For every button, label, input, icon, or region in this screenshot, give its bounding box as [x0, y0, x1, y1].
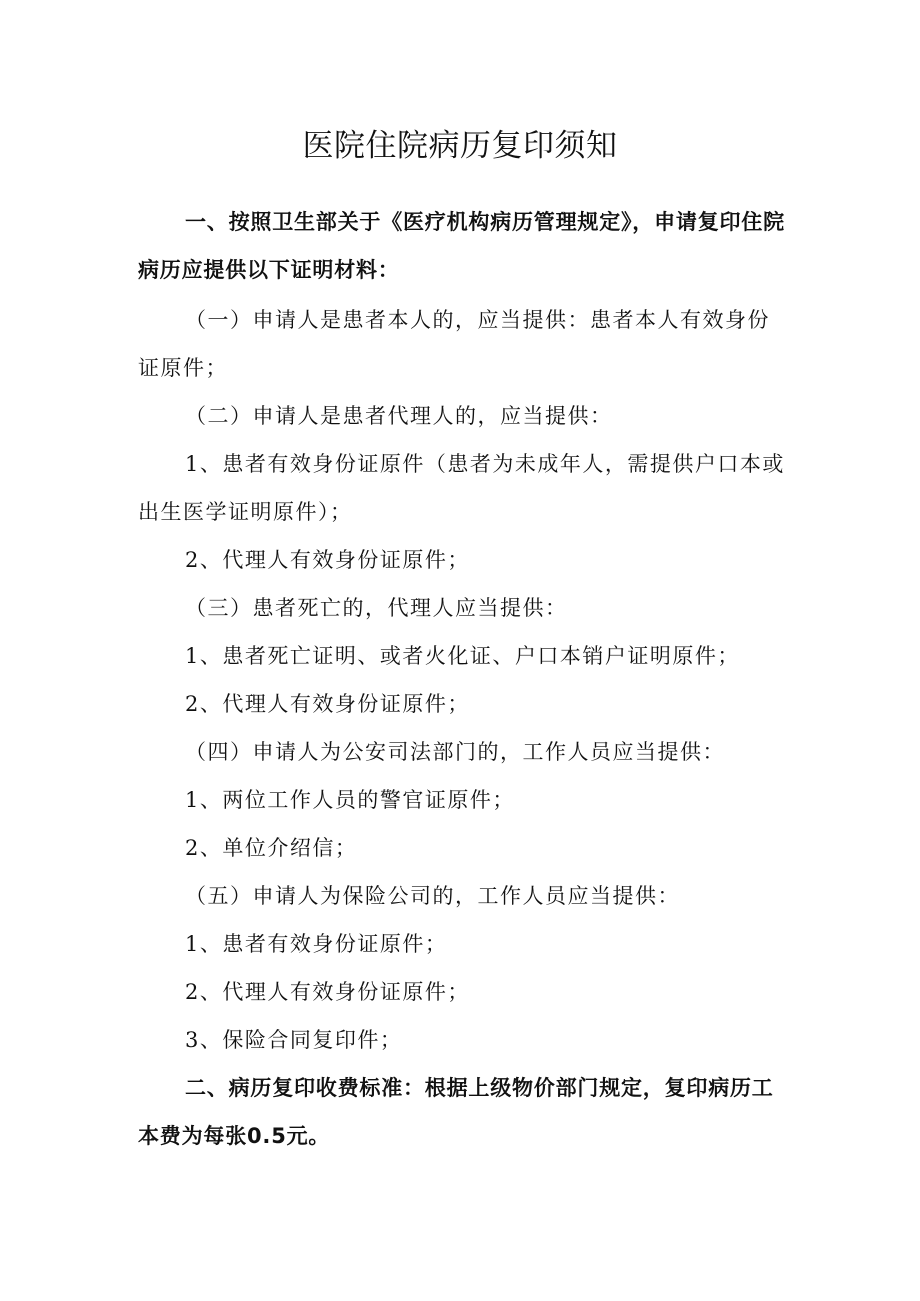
clause-4-item-2: 2、单位介绍信； [185, 836, 358, 860]
clause-5-item-2: 2、代理人有效身份证原件； [185, 980, 470, 1004]
clause-2-proxy-heading: （二）申请人是患者代理人的，应当提供： [185, 404, 613, 428]
clause-1-patient-self: （一）申请人是患者本人的，应当提供：患者本人有效身份证原件； [138, 308, 770, 380]
clause-3-deceased-heading: （三）患者死亡的，代理人应当提供： [185, 596, 568, 620]
clause-5-insurance-heading: （五）申请人为保险公司的，工作人员应当提供： [185, 884, 680, 908]
section-1-intro: 一、按照卫生部关于《医疗机构病历管理规定》，申请复印住院病历应提供以下证明材料： [138, 210, 785, 282]
clause-3-item-2: 2、代理人有效身份证原件； [185, 692, 470, 716]
clause-5-item-3: 3、保险合同复印件； [185, 1028, 403, 1052]
clause-4-police-heading: （四）申请人为公安司法部门的，工作人员应当提供： [185, 740, 725, 764]
clause-5-item-1: 1、患者有效身份证原件； [185, 932, 448, 956]
section-2-fee: 二、病历复印收费标准：根据上级物价部门规定，复印病历工本费为每张0.5元。 [138, 1076, 774, 1148]
clause-2-item-1: 1、患者有效身份证原件（患者为未成年人，需提供户口本或出生医学证明原件）； [138, 452, 785, 524]
clause-3-item-1: 1、患者死亡证明、或者火化证、户口本销户证明原件； [185, 644, 740, 668]
document-title: 医院住院病历复印须知 [302, 128, 618, 164]
clause-2-item-2: 2、代理人有效身份证原件； [185, 548, 470, 572]
clause-4-item-1: 1、两位工作人员的警官证原件； [185, 788, 515, 812]
